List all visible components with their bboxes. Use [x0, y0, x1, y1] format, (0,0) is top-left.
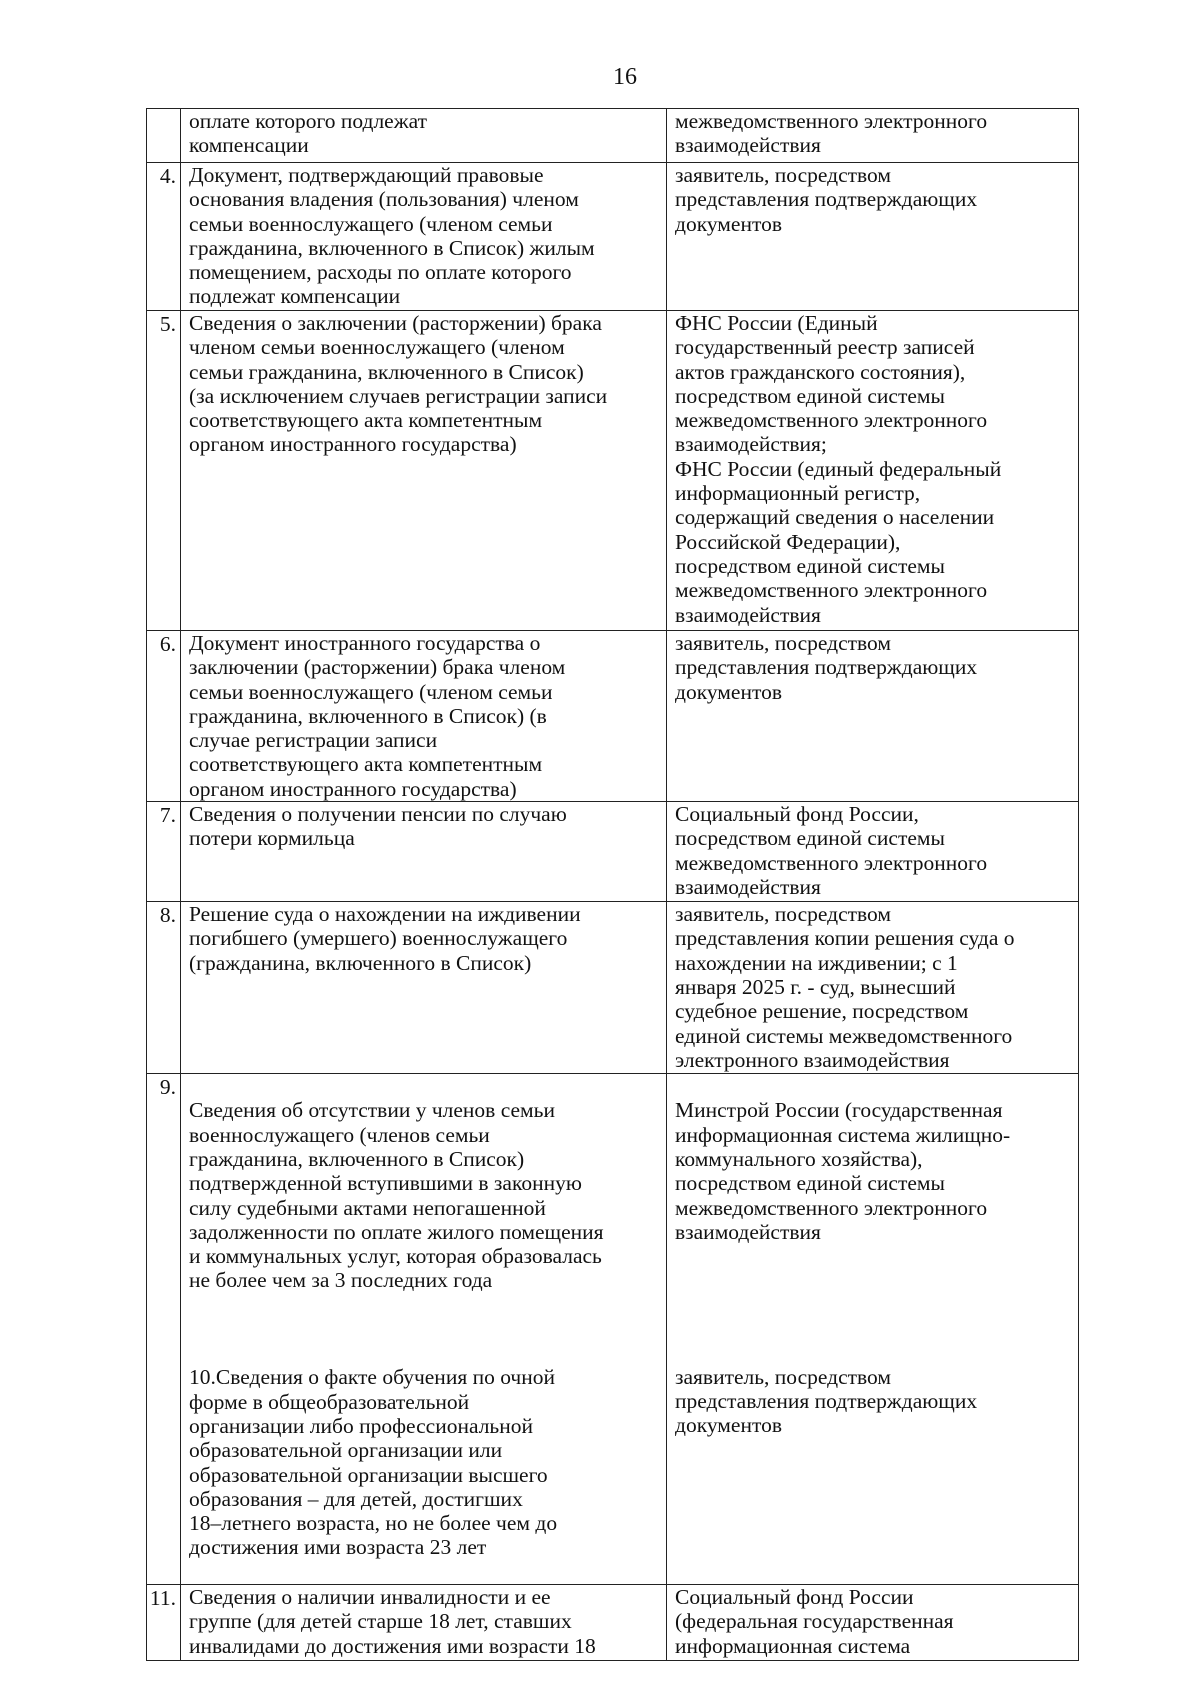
spacer — [189, 1317, 660, 1341]
table-row — [147, 1074, 1079, 1585]
table-row — [147, 1585, 1079, 1661]
row-number: 8. — [147, 902, 181, 1074]
spacer — [675, 1268, 1072, 1340]
documents-table — [146, 108, 1079, 1661]
document-cell: Документ, подтверждающий правовые основания владения (пользования) членом семьи военнослужащего (членом семьи гражданина, включенного в Список) жилым помещением, расходы по оплате которого подлежат компенсации — [181, 163, 667, 311]
source-cell — [667, 1074, 1079, 1585]
row-number: 7. — [147, 802, 181, 902]
table-row — [147, 311, 1079, 631]
source-cell: межведомственного электронного взаимодействия — [667, 109, 1079, 163]
document-cell — [181, 1074, 667, 1585]
document-cell: Документ иностранного государства о заключении (расторжении) брака членом семьи военнослужащего (членом семьи гражданина, включенного в Список) (в случае регистрации записи соответствующего акта компетентным органом иностранного государства) — [181, 631, 667, 802]
document-cell: Сведения о получении пенсии по случаю потери кормильца — [181, 802, 667, 902]
document-text: Сведения об отсутствии у членов семьи военнослужащего (членов семьи гражданина, включенного в Список) подтвержденной вступившими в законную силу судебными актами непогашенной задолженности по оплате жилого помещения и коммунальных услуг, которая образовалась не более чем за 3 последних года — [189, 1098, 604, 1293]
row-number: 11. — [147, 1585, 181, 1661]
table-row — [147, 631, 1079, 802]
document-cell: Сведения о наличии инвалидности и ее группе (для детей старше 18 лет, ставших инвалидами до достижения ими возрасти 18 — [181, 1585, 667, 1661]
table-row — [147, 163, 1079, 311]
sub-item-10 — [189, 1365, 660, 1559]
source-cell: заявитель, посредством представления копии решения суда о нахождении на иждивении; с 1 января 2025 г. - суд, вынесший судебное решение, посредством единой системы межведомственного электронного взаимодействия — [667, 902, 1079, 1074]
table-row — [147, 802, 1079, 902]
row-number: 9. — [147, 1074, 181, 1585]
table-row — [147, 902, 1079, 1074]
source-cell: Социальный фонд России, посредством единой системы межведомственного электронного взаимодействия — [667, 802, 1079, 902]
row-number: 6. — [147, 631, 181, 802]
source-cell: заявитель, посредством представления подтверждающих документов — [667, 631, 1079, 802]
source-text: Минстрой России (государственная информационная система жилищно- коммунального хозяйства), посредством единой системы межведомственного электронного взаимодействия — [675, 1098, 1011, 1244]
row-number: 4. — [147, 163, 181, 311]
source-cell: заявитель, посредством представления подтверждающих документов — [667, 163, 1079, 311]
table-row — [147, 109, 1079, 163]
sub-item-text: Сведения о факте обучения по очной форме в общеобразовательной организации либо профессиональной образовательной организации или образовательной организации высшего образования – для детей, достигших 18–летнего возраста, но не более чем до достижения ими возраста 23 лет — [189, 1365, 558, 1560]
page-number: 16 — [613, 64, 637, 90]
sub-item-number: 10. — [189, 1365, 216, 1390]
document-cell: Решение суда о нахождении на иждивении погибшего (умершего) военнослужащего (гражданина, включенного в Список) — [181, 902, 667, 1074]
row-number: 5. — [147, 311, 181, 631]
sub-source-text: заявитель, посредством представления подтверждающих документов — [675, 1364, 978, 1438]
document-cell: Сведения о заключении (расторжении) брака членом семьи военнослужащего (членом семьи гражданина, включенного в Список) (за исключением случаев регистрации записи соответствующего акта компетентным органом иностранного государства) — [181, 311, 667, 631]
row-number — [147, 109, 181, 163]
source-cell: Социальный фонд России (федеральная государственная информационная система — [667, 1585, 1079, 1661]
source-cell: ФНС России (Единый государственный реестр записей актов гражданского состояния), посредством единой системы межведомственного электронного взаимодействия; ФНС России (единый федеральный информационный регистр, содержащий сведения о населении Российской Федерации), посредством единой системы межведомственного электронного взаимодействия — [667, 311, 1079, 631]
document-cell: оплате которого подлежат компенсации — [181, 109, 667, 163]
